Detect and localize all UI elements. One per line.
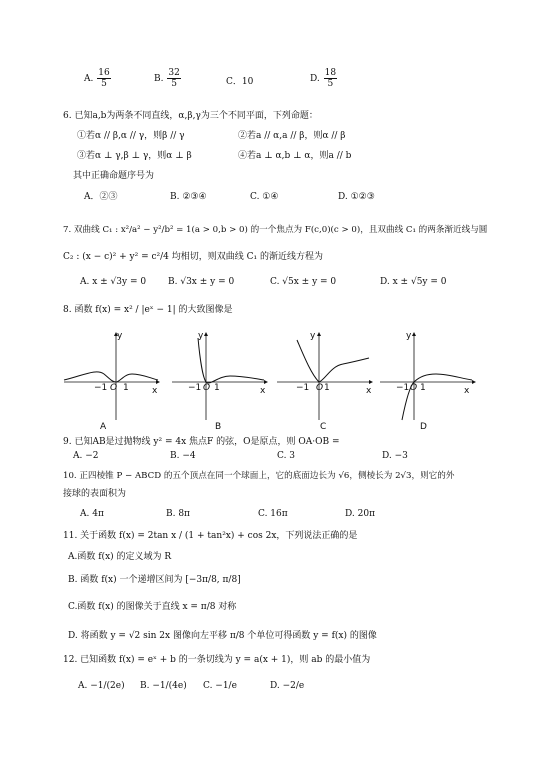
q10-stem-2: 接球的表面积为 <box>63 489 127 499</box>
graph-c-origin: O <box>316 383 324 393</box>
q7-option-b: B. √3x ± y = 0 <box>168 277 235 287</box>
graph-c-axis-x: x <box>366 386 372 396</box>
graph-b <box>170 330 268 422</box>
graph-c-axis-y: y <box>310 331 316 341</box>
graph-d-axis-y: y <box>406 331 412 341</box>
q6-option-a: A．②③ <box>84 192 118 202</box>
q6-statement-1: ①若α // β,α // γ，则β // γ <box>77 131 185 141</box>
fraction: $\frac{16}{5}$ <box>98 68 110 89</box>
graph-d-tick-pos: 1 <box>420 383 426 393</box>
q6-statement-3: ③若α ⊥ γ,β ⊥ γ，则α ⊥ β <box>77 151 192 161</box>
q10-option-a: A. 4π <box>80 509 104 519</box>
q12-option-c: C. −1/e <box>203 681 237 691</box>
q7-option-d: D. x ± √5y = 0 <box>380 277 447 287</box>
q9-option-a: A. −2 <box>73 451 99 461</box>
q5-option-a: A. $\frac{16}{5}$ <box>84 68 110 89</box>
q9-option-d: D. −3 <box>382 451 408 461</box>
q7-option-c: C. √5x ± y = 0 <box>270 277 337 287</box>
graph-c <box>275 330 373 422</box>
graph-a-tick-neg: −1 <box>94 383 108 393</box>
graph-c-tick-neg: −1 <box>296 383 310 393</box>
q6-option-b: B. ②③④ <box>170 192 207 202</box>
graph-d-origin: O <box>410 383 418 393</box>
graph-b-axis-x: x <box>260 386 266 396</box>
q11-option-b: B. 函数 f(x) 一个递增区间为 [−3π/8, π/8] <box>68 575 241 585</box>
graph-d-axis-x: x <box>464 386 470 396</box>
q9-stem: 9. 已知AB是过抛物线 y² = 4x 焦点F 的弦，O是原点，则 OA·OB = <box>63 437 340 447</box>
q12-stem: 12. 已知函数 f(x) = eˣ + b 的一条切线为 y = a(x + 1)，则 ab 的最小值为 <box>63 655 371 665</box>
q5-option-c: C．10 <box>226 77 254 87</box>
q5-option-b: B. $\frac{32}{5}$ <box>154 68 180 89</box>
q9-option-c: C. 3 <box>277 451 296 461</box>
q10-option-d: D. 20π <box>345 509 375 519</box>
q9-option-b: B. −4 <box>170 451 196 461</box>
graph-a-axis-x: x <box>152 386 158 396</box>
graph-a-axis-y: y <box>117 331 123 341</box>
graph-b-label: B <box>215 422 222 432</box>
q12-option-a: A. −1/(2e) <box>78 681 125 691</box>
q11-option-a: A.函数 f(x) 的定义域为 R <box>68 552 172 562</box>
graph-b-origin: O <box>203 383 211 393</box>
q6-stem: 6. 已知a,b为两条不同直线，α,β,γ为三个不同平面，下列命题： <box>63 111 318 121</box>
graph-a <box>62 330 160 422</box>
fraction: $\frac{32}{5}$ <box>168 68 180 89</box>
graph-b-tick-pos: 1 <box>214 383 220 393</box>
graph-a-tick-pos: 1 <box>123 383 129 393</box>
q6-statement-2: ②若a // α,a // β，则α // β <box>238 131 346 141</box>
graph-d <box>378 330 476 422</box>
q6-statement-4: ④若a ⊥ α,b ⊥ α，则a // b <box>238 151 352 161</box>
q11-stem: 11. 关于函数 f(x) = 2tan x / (1 + tan²x) + cos 2x，下列说法正确的是 <box>63 531 358 541</box>
q6-question: 其中正确命题序号为 <box>73 171 155 181</box>
graph-d-tick-neg: −1 <box>396 383 410 393</box>
graph-c-tick-pos: 1 <box>324 383 330 393</box>
graph-a-label: A <box>100 422 107 432</box>
q10-option-b: B. 8π <box>166 509 190 519</box>
graph-d-label: D <box>420 422 427 432</box>
q5-option-d: D. $\frac{18}{5}$ <box>310 68 337 89</box>
q10-option-c: C. 16π <box>258 509 288 519</box>
graph-b-axis-y: y <box>198 331 204 341</box>
graph-a-origin: O <box>110 383 118 393</box>
q11-option-d: D. 将函数 y = √2 sin 2x 图像向左平移 π/8 个单位可得函数 y = f(x) 的图像 <box>68 631 377 641</box>
q12-option-d: D. −2/e <box>270 681 305 691</box>
fraction: $\frac{18}{5}$ <box>324 68 337 89</box>
q7-stem-2: C₂ : (x − c)² + y² = c²/4 均相切，则双曲线 C₁ 的渐近线方程为 <box>63 252 323 262</box>
q12-option-b: B. −1/(4e) <box>140 681 187 691</box>
q10-stem: 10. 正四棱锥 P − ABCD 的五个顶点在同一个球面上，它的底面边长为 √6，侧棱长为 2√3，则它的外 <box>63 471 455 481</box>
q7-stem: 7. 双曲线 C₁ : x²/a² − y²/b² = 1(a > 0,b > 0) 的一个焦点为 F(c,0)(c > 0)，且双曲线 C₁ 的两条渐近线与圆 <box>63 225 488 235</box>
q7-option-a: A. x ± √3y = 0 <box>80 277 147 287</box>
q8-stem: 8. 函数 f(x) = x² / |eˣ − 1| 的大致图像是 <box>63 305 233 315</box>
q6-option-d: D. ①②③ <box>338 192 375 202</box>
graph-b-tick-neg: −1 <box>188 383 202 393</box>
graph-c-label: C <box>320 422 327 432</box>
q6-option-c: C. ①④ <box>250 192 279 202</box>
q11-option-c: C.函数 f(x) 的图像关于直线 x = π/8 对称 <box>68 602 237 612</box>
